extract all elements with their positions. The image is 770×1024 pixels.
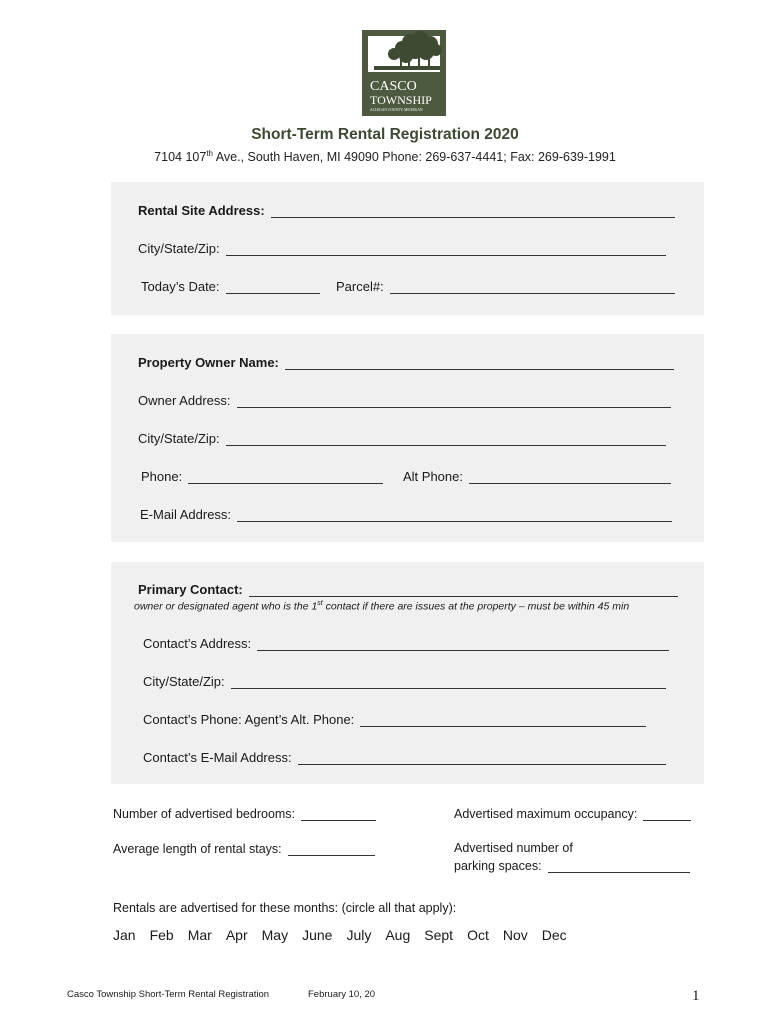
primary-contact-note: owner or designated agent who is the 1st contact if there are issues at the property – must be within 45 min <box>134 600 630 613</box>
owner-city-label: City/State/Zip: <box>138 431 220 446</box>
avg-length-field[interactable] <box>288 841 375 856</box>
owner-name-field[interactable] <box>285 355 674 370</box>
month-option[interactable]: Sept <box>424 927 454 943</box>
owner-alt-phone-row <box>403 469 671 484</box>
months-prompt: Rentals are advertised for these months: (circle all that apply): <box>113 901 457 915</box>
rental-city-row <box>138 241 666 256</box>
contact-address-field[interactable] <box>257 636 669 651</box>
rental-site-address-label: Rental Site Address: <box>138 203 265 218</box>
rental-city-label: City/State/Zip: <box>138 241 220 256</box>
parking-label-line2: parking spaces: <box>454 859 542 873</box>
contact-phone-field[interactable] <box>360 712 646 727</box>
owner-phone-label: Phone: <box>141 469 183 484</box>
owner-email-label: E-Mail Address: <box>140 507 232 522</box>
month-option[interactable]: Feb <box>149 927 174 943</box>
owner-email-row <box>140 507 672 522</box>
primary-contact-field[interactable] <box>249 582 678 597</box>
primary-contact-label: Primary Contact: <box>138 582 243 597</box>
rental-city-field[interactable] <box>226 241 666 256</box>
month-option[interactable]: Mar <box>187 927 212 943</box>
footer-doc-name: Casco Township Short-Term Rental Registration <box>67 989 270 1000</box>
office-address: 7104 107th Ave., South Haven, MI 49090 Phone: 269-637-4441; Fax: 269-639-1991 <box>154 149 616 165</box>
owner-city-row <box>138 431 666 446</box>
month-option[interactable]: Dec <box>541 927 567 943</box>
month-option[interactable]: May <box>261 927 289 943</box>
footer-date: February 10, 20 <box>308 989 376 1000</box>
bedrooms-label: Number of advertised bedrooms: <box>113 807 296 821</box>
avg-length-label: Average length of rental stays: <box>113 842 282 856</box>
owner-phone-row <box>141 469 383 484</box>
tree-logo-icon <box>362 30 446 116</box>
max-occupancy-label: Advertised maximum occupancy: <box>454 807 638 821</box>
contact-address-label: Contact’s Address: <box>143 636 252 651</box>
months-list <box>113 927 581 943</box>
contact-address-row <box>143 636 669 651</box>
contact-city-label: City/State/Zip: <box>143 674 225 689</box>
owner-email-field[interactable] <box>237 507 672 522</box>
date-row <box>141 279 320 294</box>
owner-alt-phone-label: Alt Phone: <box>403 469 463 484</box>
max-occupancy-row <box>454 806 691 821</box>
logo-text-county: ALLEGAN COUNTY, MICHIGAN <box>370 108 423 112</box>
rental-site-address-row <box>138 203 675 218</box>
parcel-label: Parcel#: <box>336 279 384 294</box>
todays-date-field[interactable] <box>226 279 320 294</box>
owner-address-row <box>138 393 671 408</box>
owner-city-field[interactable] <box>226 431 666 446</box>
contact-city-row <box>143 674 666 689</box>
owner-address-label: Owner Address: <box>138 393 231 408</box>
parcel-row <box>336 279 675 294</box>
logo-text-township: TOWNSHIP <box>370 93 432 107</box>
bedrooms-row <box>113 806 376 821</box>
owner-name-row <box>138 355 674 370</box>
owner-name-label: Property Owner Name: <box>138 355 279 370</box>
max-occupancy-field[interactable] <box>643 806 691 821</box>
page-number: 1 <box>692 988 700 1004</box>
todays-date-label: Today’s Date: <box>141 279 220 294</box>
contact-email-row <box>143 750 666 765</box>
parking-label-line1: Advertised number of <box>454 841 573 855</box>
contact-phone-label: Contact’s Phone: Agent’s Alt. Phone: <box>143 712 355 727</box>
month-option[interactable]: Nov <box>502 927 528 943</box>
contact-phone-row <box>143 712 646 727</box>
avg-length-row <box>113 841 375 856</box>
month-option[interactable]: Oct <box>467 927 489 943</box>
logo-text-casco: CASCO <box>370 79 417 94</box>
township-logo <box>362 30 446 116</box>
contact-email-label: Contact’s E-Mail Address: <box>143 750 292 765</box>
contact-city-field[interactable] <box>231 674 666 689</box>
month-option[interactable]: Jan <box>113 927 136 943</box>
form-title: Short-Term Rental Registration 2020 <box>251 126 519 143</box>
parking-field[interactable] <box>548 858 690 873</box>
month-option[interactable]: Aug <box>385 927 411 943</box>
month-option[interactable]: June <box>302 927 333 943</box>
owner-alt-phone-field[interactable] <box>469 469 671 484</box>
parking-row <box>454 858 690 873</box>
parcel-field[interactable] <box>390 279 675 294</box>
contact-email-field[interactable] <box>298 750 666 765</box>
bedrooms-field[interactable] <box>301 806 376 821</box>
month-option[interactable]: Apr <box>225 927 248 943</box>
rental-site-address-field[interactable] <box>271 203 675 218</box>
owner-phone-field[interactable] <box>188 469 383 484</box>
owner-address-field[interactable] <box>237 393 671 408</box>
primary-contact-row <box>138 582 678 597</box>
month-option[interactable]: July <box>346 927 372 943</box>
